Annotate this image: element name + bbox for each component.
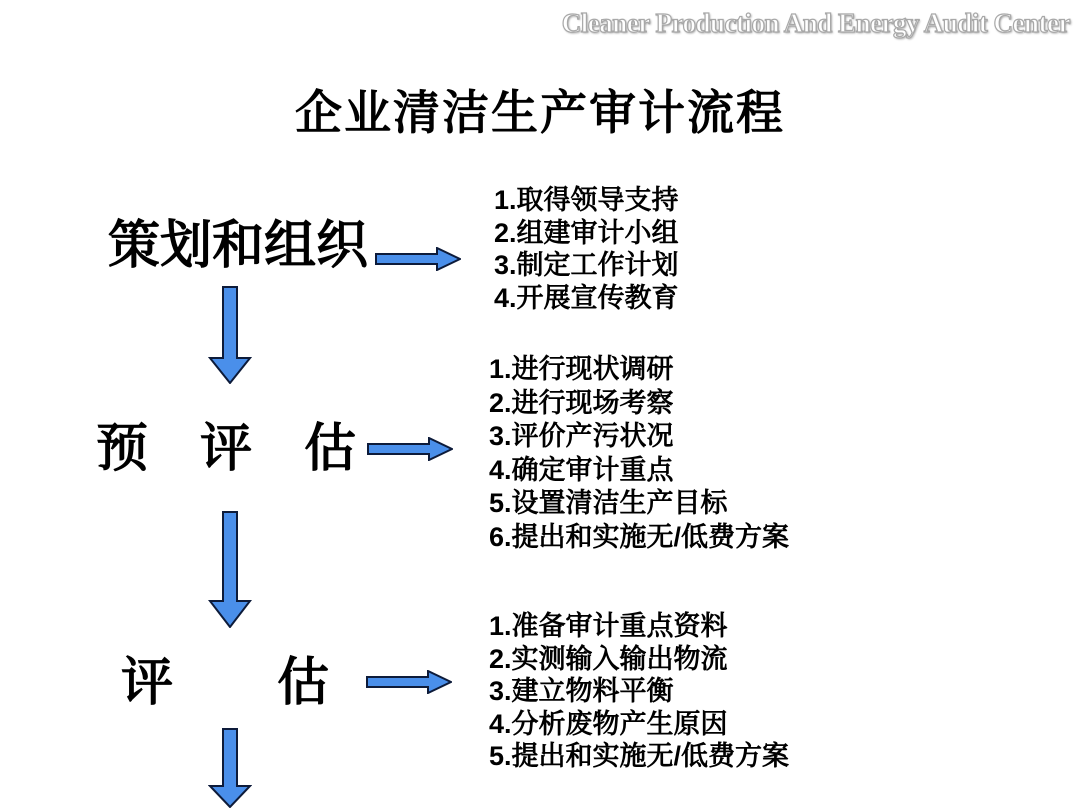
step-item: 3.制定工作计划	[494, 250, 679, 280]
step-item: 5.提出和实施无/低费方案	[489, 741, 790, 771]
stage-label-planning: 策划和组织	[108, 218, 369, 275]
stage-steps-evaluation	[489, 610, 789, 773]
step-item: 1.进行现状调研	[489, 354, 674, 384]
step-item: 4.分析废物产生原因	[489, 708, 728, 739]
right-arrow-icon	[367, 437, 453, 461]
stage-label-pre-evaluation: 预 评 估	[96, 421, 357, 478]
right-arrow-icon	[366, 670, 452, 694]
brand-text: Cleaner Production And Energy Audit Center	[561, 8, 1070, 38]
down-arrow-icon	[208, 728, 252, 808]
step-item: 2.进行现场考察	[489, 387, 674, 418]
down-arrow-icon	[208, 511, 252, 628]
page-title: 企业清洁生产审计流程	[295, 88, 785, 140]
step-item: 5.设置清洁生产目标	[489, 488, 728, 518]
step-item: 1.准备审计重点资料	[489, 611, 728, 641]
down-arrow-icon	[208, 286, 252, 384]
step-item: 2.实测输入输出物流	[489, 643, 728, 674]
step-item: 1.取得领导支持	[494, 185, 679, 215]
step-item: 3.评价产污状况	[489, 421, 674, 451]
stage-steps-planning	[494, 184, 679, 314]
stage-label-evaluation: 评 估	[121, 655, 330, 712]
right-arrow-icon	[375, 247, 461, 271]
stage-steps-pre-evaluation	[489, 353, 789, 554]
step-item: 3.建立物料平衡	[489, 676, 674, 706]
step-item: 2.组建审计小组	[494, 217, 679, 248]
step-item: 4.确定审计重点	[489, 454, 674, 485]
step-item: 6.提出和实施无/低费方案	[489, 521, 790, 552]
step-item: 4.开展宣传教育	[494, 282, 679, 313]
